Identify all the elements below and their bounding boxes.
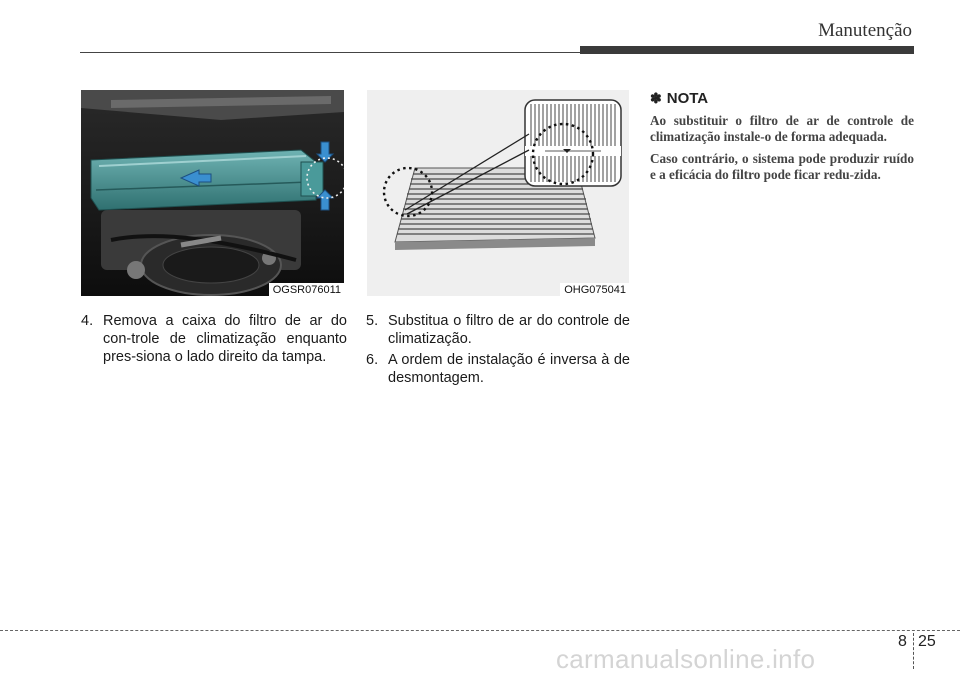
note-paragraph: Ao substituir o filtro de ar de controle de climatização instale-o de forma adequada. [650,113,914,144]
step-number: 5. [366,313,379,329]
filter-housing-photo [81,90,344,296]
step-item [366,351,630,387]
steps-left-column [81,312,347,369]
step-number: 4. [81,313,94,329]
step-number: 6. [366,352,379,368]
chapter-number: 8 [898,633,907,650]
footer-divider [0,630,960,631]
step-item [81,312,347,366]
watermark: carmanualsonline.info [556,644,816,674]
section-title: Manutenção [818,20,912,41]
header-rule-thick [580,46,914,54]
steps-right-column [366,312,630,390]
step-text: A ordem de instalação é inversa à de desmontagem. [388,352,630,386]
step-text: Remova a caixa do filtro de ar do con-trole de climatização enquanto pres-siona o lado direito da tampa. [103,313,347,365]
figure-code: OHG075041 [560,283,629,296]
asterisk-icon: ✽ [650,90,662,106]
note-title: NOTA [666,90,709,107]
figure-filter-diagram [367,90,629,296]
page-number: 25 [918,633,936,650]
figure-filter-housing [81,90,344,296]
note-section [650,90,914,189]
header-rule-thin [80,52,580,53]
note-paragraph: Caso contrário, o sistema pode produzir ruído e a eficácia do filtro pode ficar redu-zida. [650,151,914,182]
figure-code: OGSR076011 [269,283,344,296]
step-text: Substitua o filtro de ar do controle de climatização. [388,313,630,347]
page-number-separator [913,633,914,669]
step-item [366,312,630,348]
filter-diagram [367,90,629,296]
note-heading [650,90,914,107]
